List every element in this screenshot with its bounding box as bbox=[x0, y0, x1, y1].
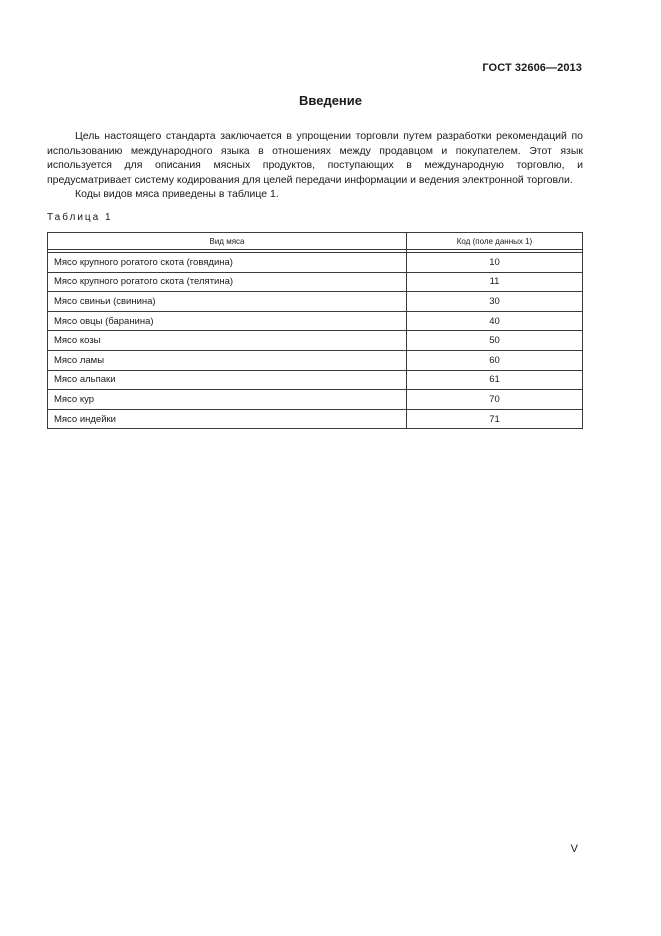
meat-type-cell: Мясо кур bbox=[48, 390, 407, 410]
table-row bbox=[48, 253, 583, 273]
table-row bbox=[48, 331, 583, 351]
meat-type-cell: Мясо ламы bbox=[48, 350, 407, 370]
code-cell: 70 bbox=[407, 390, 583, 410]
paragraph: Коды видов мяса приведены в таблице 1. bbox=[75, 188, 279, 200]
table-row bbox=[48, 370, 583, 390]
page-number: V bbox=[570, 843, 578, 855]
paragraph: Цель настоящего стандарта заключается в упрощении торговли путем разработки рекомендаций по использованию международного языка в отношениях между продавцом и покупателем. Этот язык используется для описания мясных продуктов, поступающих в международную торговлю, и предусматривает систему кодирования для целей передачи информации и ведения электронной торговли. bbox=[47, 130, 583, 186]
code-cell: 71 bbox=[407, 409, 583, 429]
column-header-code: Код (поле данных 1) bbox=[407, 233, 583, 250]
code-cell: 60 bbox=[407, 350, 583, 370]
meat-codes-table bbox=[47, 232, 583, 429]
table-row bbox=[48, 272, 583, 292]
table-row bbox=[48, 390, 583, 410]
code-cell: 61 bbox=[407, 370, 583, 390]
code-cell: 40 bbox=[407, 311, 583, 331]
table-row bbox=[48, 311, 583, 331]
meat-type-cell: Мясо крупного рогатого скота (телятина) bbox=[48, 272, 407, 292]
introduction-text bbox=[47, 129, 583, 202]
table-row bbox=[48, 292, 583, 312]
code-cell: 30 bbox=[407, 292, 583, 312]
meat-type-cell: Мясо крупного рогатого скота (говядина) bbox=[48, 253, 407, 273]
meat-type-cell: Мясо альпаки bbox=[48, 370, 407, 390]
meat-type-cell: Мясо козы bbox=[48, 331, 407, 351]
meat-type-cell: Мясо свиньи (свинина) bbox=[48, 292, 407, 312]
table-label: Таблица 1 bbox=[47, 212, 113, 223]
column-header-meat-type: Вид мяса bbox=[48, 233, 407, 250]
table-header-row bbox=[48, 233, 583, 250]
meat-type-cell: Мясо овцы (баранина) bbox=[48, 311, 407, 331]
document-code: ГОСТ 32606—2013 bbox=[482, 62, 582, 74]
meat-type-cell: Мясо индейки bbox=[48, 409, 407, 429]
code-cell: 11 bbox=[407, 272, 583, 292]
section-title: Введение bbox=[299, 93, 362, 108]
table-row bbox=[48, 350, 583, 370]
code-cell: 50 bbox=[407, 331, 583, 351]
code-cell: 10 bbox=[407, 253, 583, 273]
table-row bbox=[48, 409, 583, 429]
